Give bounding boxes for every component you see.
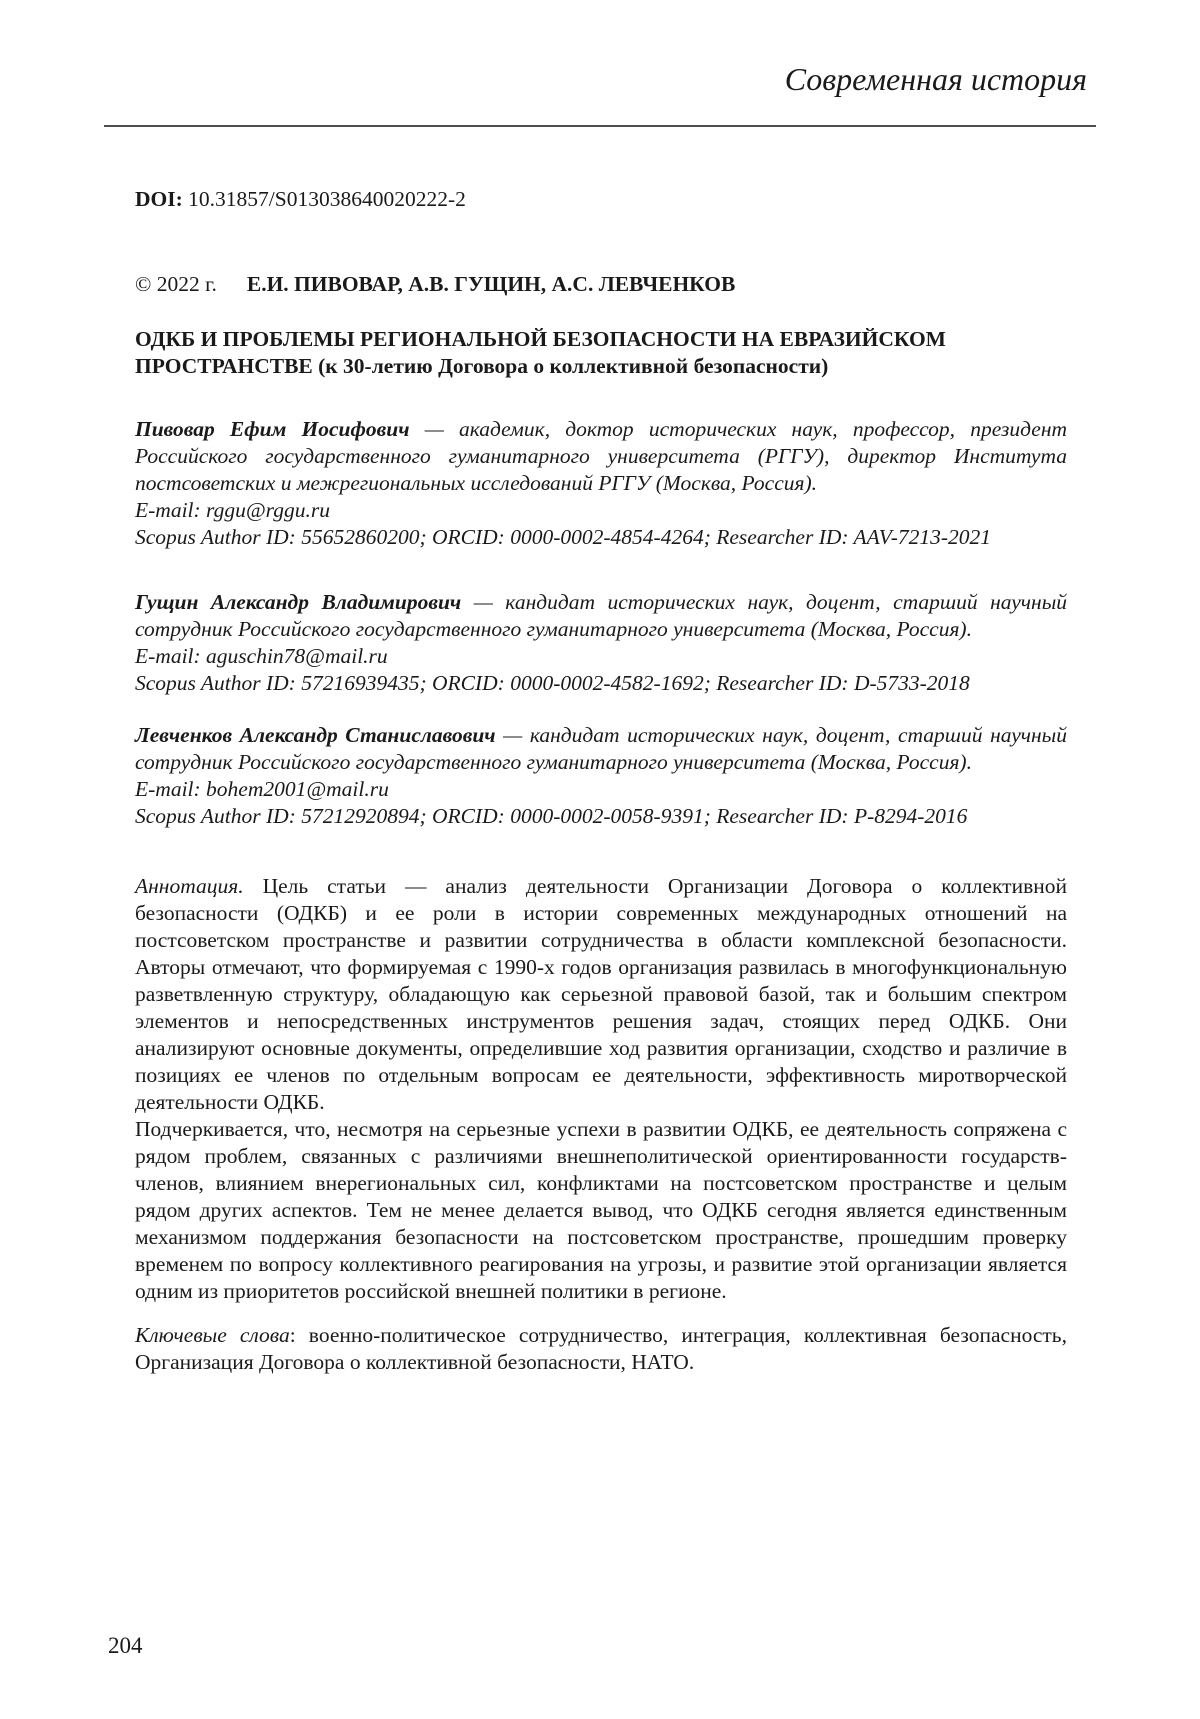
article-content [135, 186, 1067, 1376]
author-email: E-mail: rggu@rggu.ru [135, 498, 330, 522]
author-name: Пивовар Ефим Иосифович [135, 417, 410, 441]
author-affiliation: — кандидат исторических наук, доцент, старший научный сотрудник Российского государственного гуманитарного университета (Москва, Россия). [135, 723, 1067, 774]
article-title: ОДКБ И ПРОБЛЕМЫ РЕГИОНАЛЬНОЙ БЕЗОПАСНОСТИ НА ЕВРАЗИЙСКОМ ПРОСТРАНСТВЕ (к 30-летию Договора о коллективной безопасности) [135, 327, 946, 378]
keywords [135, 1322, 1067, 1376]
author-ids: Scopus Author ID: 57212920894; ORCID: 0000-0002-0058-9391; Researcher ID: P-8294-2016 [135, 804, 968, 828]
abstract-label: Аннотация. [135, 874, 244, 898]
author-bio-1 [135, 416, 1067, 497]
doi-label: DOI: [135, 187, 183, 211]
header-rule [104, 125, 1096, 127]
keywords-text: : военно-политическое сотрудничество, интеграция, коллективная безопасность, Организация Договора о коллективной безопасности, НАТО. [135, 1323, 1067, 1374]
author-bio-2 [135, 589, 1067, 643]
abstract-text: Цель статьи — анализ деятельности Организации Договора о коллективной безопасности (ОДКБ) и ее роли в истории современных международных отношений на постсоветском пространстве и развитии сотрудничества в области комплексной безопасности. Авторы отмечают, что формируемая с 1990-х годов организация развилась в многофункциональную разветвленную структуру, обладающую как серьезной правовой базой, так и большим спектром элементов и непосредственных инструментов решения задач, стоящих перед ОДКБ. Они анализируют основные документы, определившие ход развития организации, сходство и различие в позициях ее членов по отдельным вопросам ее деятельности, эффективность миротворческой деятельности ОДКБ. [135, 874, 1067, 1114]
byline-authors: Е.И. ПИВОВАР, А.В. ГУЩИН, А.С. ЛЕВЧЕНКОВ [246, 272, 736, 296]
doi-line [135, 186, 1067, 213]
author-affiliation: — академик, доктор исторических наук, профессор, президент Российского государственного гуманитарного университета (РГГУ), директор Института постсоветских и межрегиональных исследований РГГУ (Москва, Россия). [135, 417, 1068, 495]
author-email: E-mail: aguschin78@mail.ru [135, 644, 388, 668]
abstract-paragraph-1 [135, 873, 1067, 1116]
journal-section-header: Современная история [784, 61, 1087, 97]
author-ids: Scopus Author ID: 57216939435; ORCID: 0000-0002-4582-1692; Researcher ID: D-5733-2018 [135, 671, 970, 695]
author-name: Левченков Александр Станиславович [135, 723, 496, 747]
keywords-label: Ключевые слова [135, 1323, 290, 1347]
author-affiliation: — кандидат исторических наук, доцент, старший научный сотрудник Российского государственного гуманитарного университета (Москва, Россия). [135, 590, 1068, 641]
doi-value: 10.31857/S013038640020222-2 [188, 187, 466, 211]
abstract-paragraph-2: Подчеркивается, что, несмотря на серьезные успехи в развитии ОДКБ, ее деятельность сопряжена с рядом проблем, связанных с различиями внешнеполитической ориентированности государств-членов, влиянием внерегиональных сил, конфликтами на постсоветском пространстве и целым рядом других аспектов. Тем не менее делается вывод, что ОДКБ сегодня является единственным механизмом поддержания безопасности на постсоветском пространстве, прошедшим проверку временем по вопросу коллективного реагирования на угрозы, и развитие этой организации является одним из приоритетов российской внешней политики в регионе. [135, 1117, 1067, 1303]
author-name: Гущин Александр Владимирович [135, 590, 462, 614]
abstract [135, 873, 1067, 1305]
byline [135, 271, 1067, 298]
author-bio-3 [135, 722, 1067, 776]
copyright-year: © 2022 г. [135, 272, 217, 296]
author-email: E-mail: bohem2001@mail.ru [135, 777, 389, 801]
page-number: 204 [108, 1633, 143, 1658]
author-ids: Scopus Author ID: 55652860200; ORCID: 0000-0002-4854-4264; Researcher ID: AAV-7213-2021 [135, 525, 992, 549]
